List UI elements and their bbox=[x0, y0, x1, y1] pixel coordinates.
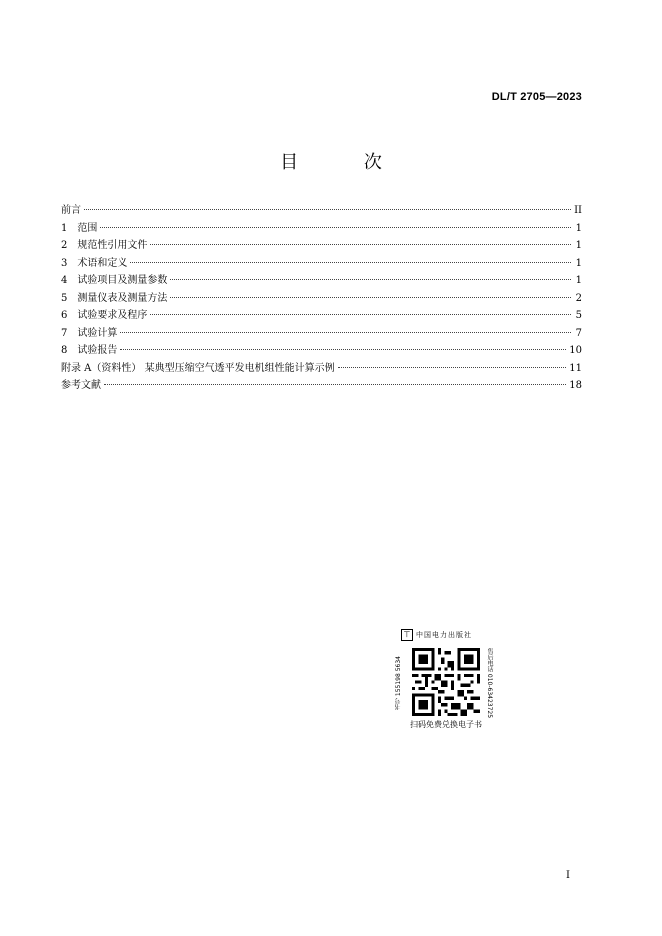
toc-leader bbox=[170, 297, 571, 298]
toc-entry-label: 范围 bbox=[77, 222, 98, 234]
toc-entry-page: 10 bbox=[569, 345, 582, 356]
toc-entry[interactable] bbox=[61, 220, 582, 238]
toc-entry-label: 试验要求及程序 bbox=[77, 310, 148, 321]
page-number: I bbox=[566, 870, 570, 881]
toc-entry-number: 3 bbox=[61, 257, 68, 269]
toc-entry[interactable] bbox=[61, 360, 582, 378]
toc-leader bbox=[170, 279, 571, 280]
toc-leader bbox=[150, 314, 571, 315]
qr-code-icon[interactable] bbox=[410, 648, 482, 716]
toc-entry-page: 18 bbox=[569, 380, 582, 391]
toc-entry-label: 试验项目及测量参数 bbox=[77, 275, 168, 286]
toc-entry[interactable] bbox=[61, 325, 582, 343]
toc-entry-label: 测量仪表及测量方法 bbox=[77, 292, 168, 304]
toc-entry-number: 5 bbox=[61, 292, 68, 304]
toc-entry-page: 7 bbox=[575, 327, 582, 339]
toc-entry-label: 附录 A（资料性） 某典型压缩空气透平发电机组性能计算示例 bbox=[61, 362, 335, 374]
toc-leader bbox=[84, 209, 571, 210]
toc-entry-label: 前言 bbox=[61, 205, 81, 216]
toc-entry-label: 术语和定义 bbox=[77, 257, 128, 269]
toc-leader bbox=[338, 367, 567, 368]
toc-leader bbox=[120, 349, 566, 350]
toc-entry-label: 试验计算 bbox=[77, 327, 118, 339]
toc-entry[interactable] bbox=[61, 272, 582, 290]
toc-entry-label: 试验报告 bbox=[77, 345, 118, 356]
toc-leader bbox=[120, 332, 571, 333]
toc-entry-number: 1 bbox=[61, 222, 68, 234]
publisher-name: 中国电力出版社 bbox=[416, 631, 472, 639]
standard-code: DL/T 2705—2023 bbox=[491, 91, 582, 103]
toc-entry[interactable] bbox=[61, 377, 582, 395]
toc-entry-page: 1 bbox=[575, 275, 582, 286]
toc-leader bbox=[100, 227, 571, 228]
toc-entry-page: II bbox=[574, 205, 582, 216]
toc-entry[interactable] bbox=[61, 307, 582, 325]
qr-caption: 扫码免费兑换电子书 bbox=[410, 720, 482, 729]
toc-leader bbox=[130, 262, 571, 263]
toc-leader bbox=[104, 384, 566, 385]
toc-entry-page: 1 bbox=[575, 257, 582, 269]
toc-entry[interactable] bbox=[61, 290, 582, 308]
toc-entry-number: 2 bbox=[61, 240, 68, 251]
toc-entry[interactable] bbox=[61, 237, 582, 255]
publisher-logo-icon: ⊤ bbox=[401, 629, 413, 641]
publisher-logo bbox=[401, 628, 491, 642]
toc-entry[interactable] bbox=[61, 202, 582, 220]
toc-entry-label: 规范性引用文件 bbox=[77, 240, 148, 251]
toc-entry-number: 4 bbox=[61, 275, 68, 286]
qr-side-text-left: 书号 155198 5634 bbox=[395, 656, 402, 710]
toc-entry-page: 2 bbox=[575, 292, 582, 304]
toc-title: 目 次 bbox=[280, 152, 412, 173]
toc-entry-page: 1 bbox=[575, 222, 582, 234]
qr-side-text-right: 售后电话 010-63423725 bbox=[486, 648, 493, 719]
toc-entry-label: 参考文献 bbox=[61, 380, 101, 391]
toc-entry[interactable] bbox=[61, 255, 582, 273]
toc-entry-page: 5 bbox=[575, 310, 582, 321]
toc-list bbox=[61, 202, 582, 395]
toc-entry-number: 8 bbox=[61, 345, 68, 356]
toc-leader bbox=[150, 244, 571, 245]
toc-entry-number: 7 bbox=[61, 327, 68, 339]
toc-entry[interactable] bbox=[61, 342, 582, 360]
toc-entry-number: 6 bbox=[61, 310, 68, 321]
toc-entry-page: 1 bbox=[575, 240, 582, 251]
qr-block bbox=[395, 628, 494, 732]
toc-entry-page: 11 bbox=[569, 362, 582, 374]
